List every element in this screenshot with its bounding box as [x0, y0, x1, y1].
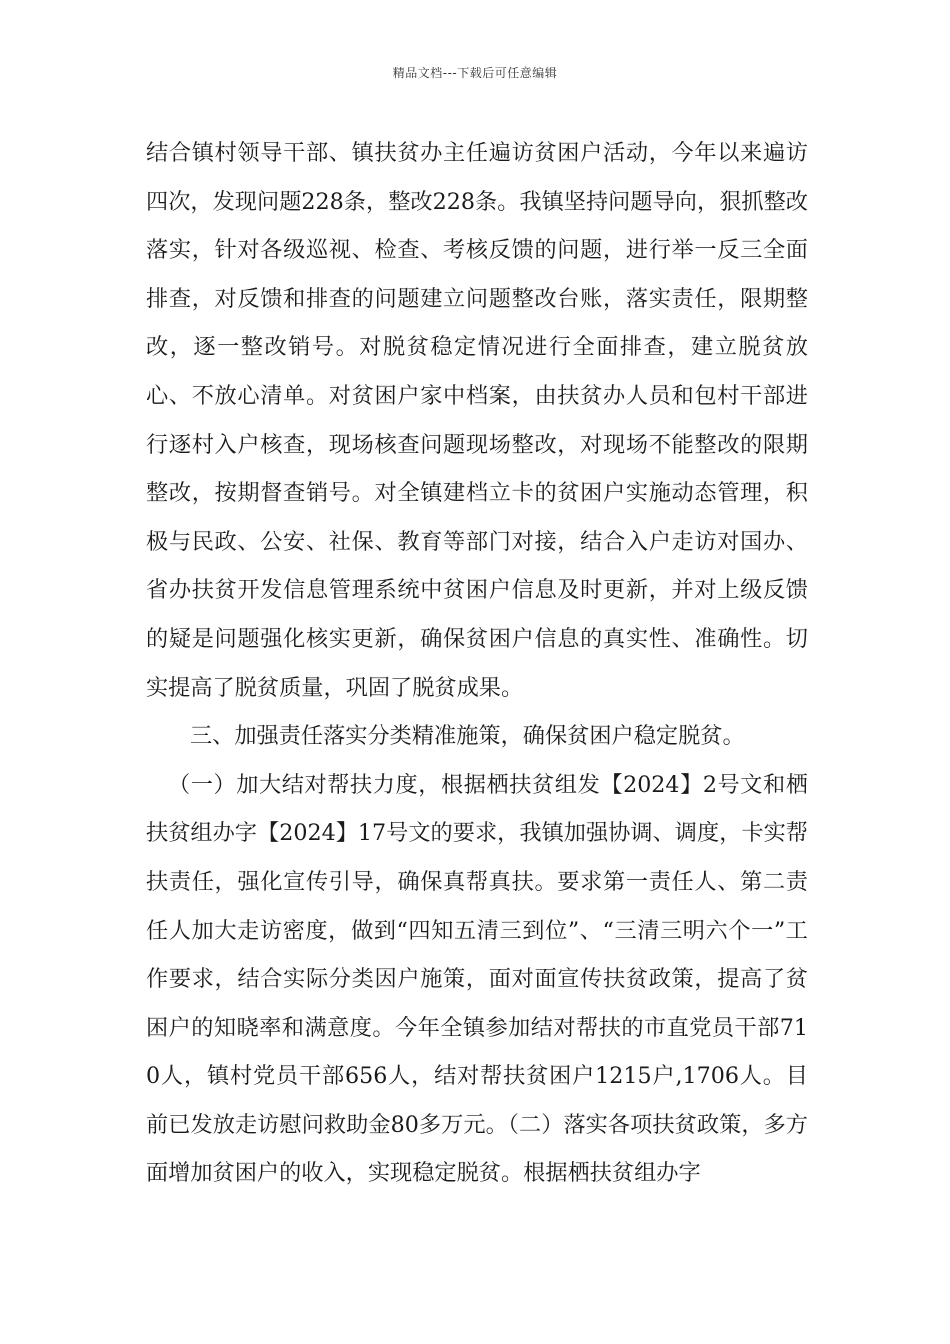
page-header: 精品文档---下载后可任意编辑: [392, 66, 558, 80]
document-body: [146, 129, 808, 1198]
paragraph-rectification: 结合镇村领导干部、镇扶贫办主任遍访贫困户活动，今年以来遍访四次，发现问题228条，整改228条。我镇坚持问题导向，狠抓整改落实，针对各级巡视、检查、考核反馈的问题，进行举一反三全面排查，对反馈和排查的问题建立问题整改台账，落实责任，限期整改，逐一整改销号。对脱贫稳定情况进行全面排查，建立脱贫放心、不放心清单。对贫困户家中档案，由扶贫办人员和包村干部进行逐村入户核查，现场核查问题现场整改，对现场不能整改的限期整改，按期督查销号。对全镇建档立卡的贫困户实施动态管理，积极与民政、公安、社保、教育等部门对接，结合入户走访对国办、省办扶贫开发信息管理系统中贫困户信息及时更新，并对上级反馈的疑是问题强化核实更新，确保贫困户信息的真实性、准确性。切实提高了脱贫质量，巩固了脱贫成果。: [146, 140, 808, 701]
paragraph-assistance: （一）加大结对帮扶力度，根据栖扶贫组发【2024】2号文和栖扶贫组办字【2024】17号文的要求，我镇加强协调、调度，卡实帮扶责任，强化宣传引导，确保真帮真扶。要求第一责任人、第二责任人加大走访密度，做到“四知五清三到位”、“三清三明六个一”工作要求，结合实际分类因户施策，面对面宣传扶贫政策，提高了贫困户的知晓率和满意度。今年全镇参加结对帮扶的市直党员干部710人，镇村党员干部656人，结对帮扶贫困户1215户,1706人。目前已发放走访慰问救助金80多万元。（二）落实各项扶贫政策，多方面增加贫困户的收入，实现稳定脱贫。根据栖扶贫组办字: [146, 771, 808, 1187]
section-heading-three: 三、加强责任落实分类精准施策，确保贫困户稳定脱贫。: [190, 723, 745, 750]
